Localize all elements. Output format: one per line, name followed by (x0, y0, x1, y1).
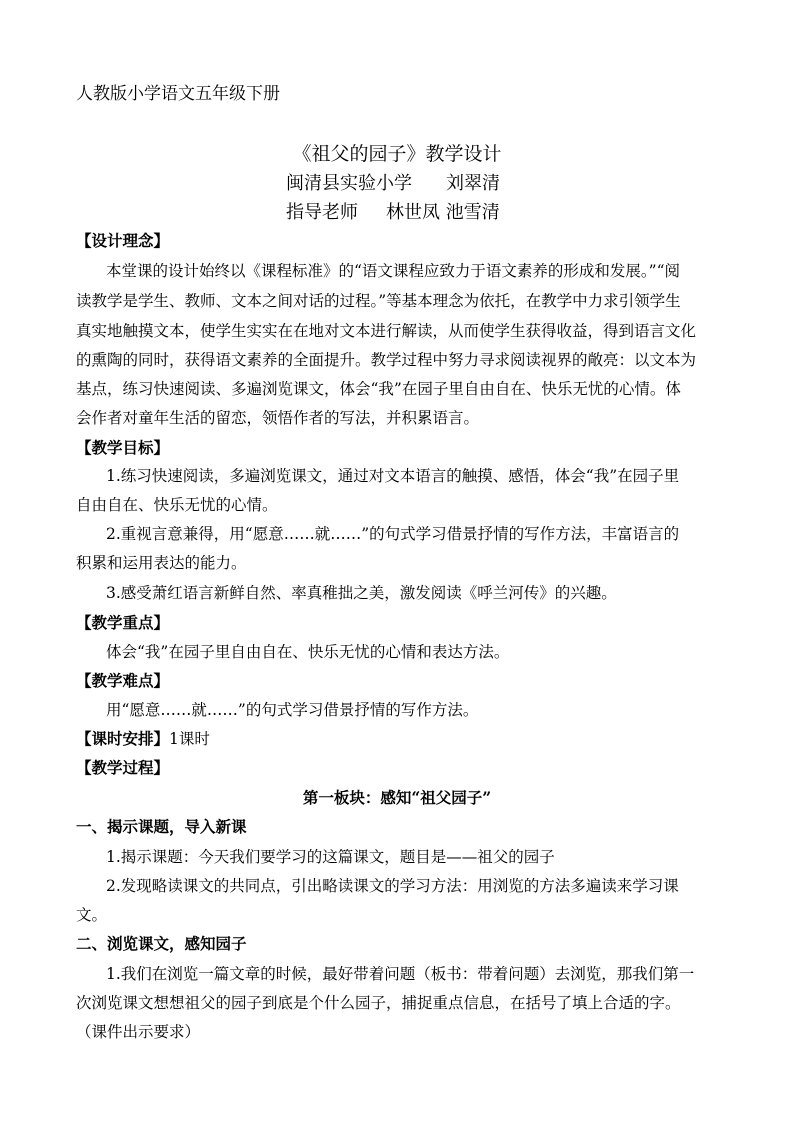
block1-title: 第一板块：感知“祖父园子” (302, 788, 492, 807)
goal-item: 2.重视言意兼得，用“愿意……就……”的句式学习借景抒情的写作方法，丰富语言的 (106, 525, 680, 543)
difficulty-text: 用“愿意……就……”的句式学习借景抒情的写作方法。 (106, 701, 479, 719)
goal-item: 3.感受萧红语言新鲜自然、率真稚拙之美，激发阅读《呼兰河传》的兴趣。 (106, 584, 617, 602)
school-name: 闽清县实验小学 (286, 173, 412, 194)
page-title: 《祖父的园子》教学设计 (292, 143, 502, 165)
key-heading: 【教学重点】 (76, 613, 170, 632)
goal-item: 1.练习快速阅读，多遍浏览课文，通过对文本语言的触摸、感悟，体会“我”在园子里 (106, 467, 680, 485)
step2-heading: 二、浏览课文，感知园子 (76, 934, 247, 953)
step1-item: 1.揭示课题：今天我们要学习的这篇课文，题目是——祖父的园子 (106, 848, 555, 866)
advisor-label: 指导老师 (286, 202, 358, 223)
goal-item: 自由自在、快乐无忧的心情。 (76, 496, 278, 514)
concept-heading: 【设计理念】 (76, 231, 170, 250)
key-text: 体会“我”在园子里自由自在、快乐无忧的心情和表达方法。 (106, 643, 510, 661)
schedule-value: 1课时 (169, 730, 210, 748)
concept-line: 会作者对童年生活的留恋，领悟作者的写法，并积累语言。 (76, 409, 480, 427)
step1-item: 2.发现略读课文的共同点，引出略读课文的学习方法：用浏览的方法多遍读来学习课 (106, 877, 679, 895)
step2-note: （课件出示要求） (76, 1023, 201, 1041)
concept-line: 读教学是学生、教师、文本之间对话的过程。”等基本理念为依托，在教学中力求引领学生 (76, 292, 681, 310)
step1-heading: 一、揭示课题，导入新课 (76, 817, 247, 836)
concept-line: 本堂课的设计始终以《课程标准》的“语文课程应致力于语文素养的形成和发展。”“阅 (106, 262, 681, 280)
step2-item: 次浏览课文想想祖父的园子到底是个什么园子，捕捉重点信息，在括号了填上合适的字。 (76, 994, 681, 1012)
schedule-heading: 【课时安排】 (76, 729, 170, 748)
schedule-row (76, 728, 210, 750)
concept-line: 的熏陶的同时，获得语文素养的全面提升。教学过程中努力寻求阅读视界的敞亮：以文本为 (76, 351, 697, 369)
process-heading: 【教学过程】 (76, 758, 170, 777)
author-name: 刘翠清 (446, 173, 500, 194)
goal-item: 积累和运用表达的能力。 (76, 554, 247, 572)
advisor-names: 林世凤 池雪清 (386, 202, 500, 223)
difficulty-heading: 【教学难点】 (76, 671, 170, 690)
concept-line: 基点，练习快速阅读、多遍浏览课文，体会“我”在园子里自由自在、快乐无忧的心情。体 (76, 380, 681, 398)
goals-heading: 【教学目标】 (76, 438, 170, 457)
concept-line: 真实地触摸文本，使学生实实在在地对文本进行解读，从而使学生获得收益，得到语言文化 (76, 322, 697, 340)
book-header: 人教版小学语文五年级下册 (76, 84, 280, 104)
step1-item: 文。 (76, 906, 108, 924)
step2-item: 1.我们在浏览一篇文章的时候，最好带着问题（板书：带着问题）去浏览，那我们第一 (106, 965, 695, 983)
